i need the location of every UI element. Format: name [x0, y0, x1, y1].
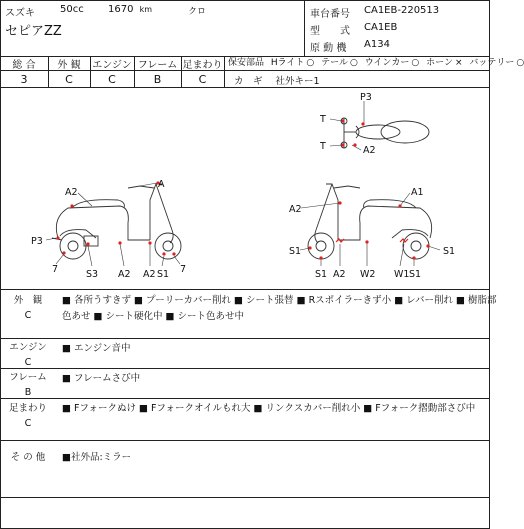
grade-header-suspension: 足まわり — [182, 59, 223, 71]
damage-dot — [118, 241, 121, 244]
equipment-row — [228, 57, 524, 70]
remark-exterior-grade: C — [24, 310, 32, 321]
top-view-scooter — [341, 118, 429, 148]
damage-dot — [148, 241, 151, 244]
remark-frame-text: ■ フレームさび中 — [62, 373, 141, 384]
leader-lines — [46, 101, 440, 266]
damage-dot — [308, 246, 311, 249]
remark-other-text: ■社外品:ミラー — [62, 452, 132, 463]
remark-exterior-label: 外 観 C — [0, 293, 56, 323]
diagram-label: T — [320, 141, 326, 152]
remark-engine-text: ■ エンジン音中 — [62, 343, 131, 354]
diagram-label: S1 — [289, 246, 302, 257]
grade-overall: 3 — [20, 72, 28, 86]
remark-suspension-text: ■ Fフォークぬけ ■ Fフォークオイルもれ大 ■ リンクスカバー削れ小 ■ Fフォーク摺動部さび中 — [62, 403, 476, 414]
model-name: セピアZZ — [5, 24, 62, 39]
equipment-horn: ホーン — [426, 58, 453, 68]
scratch-mark — [336, 239, 344, 242]
remark-suspension-grade: C — [24, 418, 32, 429]
mileage-unit: km — [139, 5, 153, 14]
equipment-headlight-mark: ○ — [306, 58, 315, 68]
equipment-winker: ウインカー — [364, 58, 410, 68]
remark-frame-label: フレーム B — [0, 370, 56, 400]
mileage — [108, 4, 152, 15]
damage-dot — [319, 256, 322, 259]
equipment-label: 保安部品 — [228, 58, 265, 68]
model-label: 型 式 — [310, 26, 350, 37]
diagram-label: A2 — [333, 269, 346, 280]
key-row — [234, 73, 320, 87]
displacement: 50cc — [60, 4, 84, 15]
damage-dot — [70, 204, 73, 207]
scratch-marks — [336, 239, 408, 242]
equipment-winker-mark: ○ — [411, 58, 420, 68]
damage-dot — [341, 143, 344, 146]
damage-diagram — [0, 88, 490, 288]
diagram-label: W2 — [360, 269, 376, 280]
diagram-label: A2 — [363, 145, 376, 156]
chassis-label: 車台番号 — [310, 9, 350, 20]
damage-dot — [172, 252, 175, 255]
equipment-headlight: Hライト — [270, 58, 305, 68]
grade-exterior: C — [65, 72, 73, 86]
diagram-label: S1 — [409, 269, 422, 280]
damage-dot — [162, 252, 165, 255]
damage-dot — [412, 256, 415, 259]
model-value: CA1EB — [364, 22, 398, 33]
damage-dot — [426, 244, 429, 247]
key-label: カ ギ — [234, 76, 263, 87]
diagram-label: A2 — [143, 269, 156, 280]
diagram-label: A2 — [118, 269, 131, 280]
maker: スズキ — [5, 8, 35, 19]
scratch-mark — [400, 239, 408, 242]
damage-dot — [398, 204, 401, 207]
remark-engine-grade: C — [24, 357, 32, 368]
damage-dot — [56, 236, 59, 239]
diagram-label: A2 — [289, 204, 302, 215]
remark-exterior-text: ■ 各所うすきず ■ プーリーカバー削れ ■ シート張替 ■ Rスポイラーきず小 ■ レバー削れ ■ 樹脂部 色あせ ■ シート硬化中 ■ シート色あせ中 — [62, 295, 497, 322]
remark-frame-grade: B — [24, 387, 32, 398]
diagram-label: A — [158, 179, 165, 190]
engine-label: 原 動 機 — [310, 43, 347, 54]
color: クロ — [188, 7, 207, 17]
diagram-label: A2 — [65, 187, 78, 198]
grade-header-frame: フレーム — [137, 59, 178, 71]
diagram-label: P3 — [360, 92, 372, 103]
equipment-battery: バッテリー — [469, 58, 515, 68]
damage-dot — [86, 242, 89, 245]
damage-dot — [341, 119, 344, 122]
diagram-label: 7 — [180, 264, 187, 275]
damage-dot — [361, 122, 364, 125]
equipment-battery-mark: ○ — [516, 58, 524, 68]
diagram-label: S3 — [86, 269, 99, 280]
grade-frame: B — [153, 72, 162, 86]
damage-dot — [338, 201, 341, 204]
remark-suspension-label: 足まわり C — [0, 401, 56, 431]
diagram-label: S1 — [157, 269, 170, 280]
equipment-tail: テール — [321, 58, 348, 68]
damage-dot — [62, 251, 65, 254]
diagram-label: T — [320, 114, 326, 125]
equipment-horn-mark: × — [454, 58, 463, 68]
diagram-label: S1 — [443, 246, 456, 257]
grade-suspension: C — [198, 72, 207, 86]
damage-dot — [353, 143, 356, 146]
equipment-tail-mark: ○ — [349, 58, 358, 68]
damage-dot — [365, 240, 368, 243]
engine-value: A134 — [364, 39, 390, 50]
chassis-value: CA1EB-220513 — [364, 5, 440, 16]
diagram-label: S1 — [315, 269, 328, 280]
diagram-label: P3 — [31, 236, 43, 247]
grade-header-overall: 総 合 — [12, 59, 36, 71]
diagram-label: 7 — [52, 264, 59, 275]
mileage-value: 1670 — [108, 4, 134, 15]
diagram-label: W1 — [394, 269, 410, 280]
remark-other-label: そ の 他 — [10, 452, 46, 463]
remark-engine-label: エンジン C — [0, 340, 56, 370]
grade-header-engine: エンジン — [92, 59, 132, 71]
grade-engine: C — [108, 72, 116, 86]
diagram-label: A1 — [411, 187, 424, 198]
damage-marks — [56, 119, 429, 259]
key-value: 社外キー1 — [275, 76, 320, 87]
grade-header-exterior: 外 観 — [57, 59, 81, 71]
